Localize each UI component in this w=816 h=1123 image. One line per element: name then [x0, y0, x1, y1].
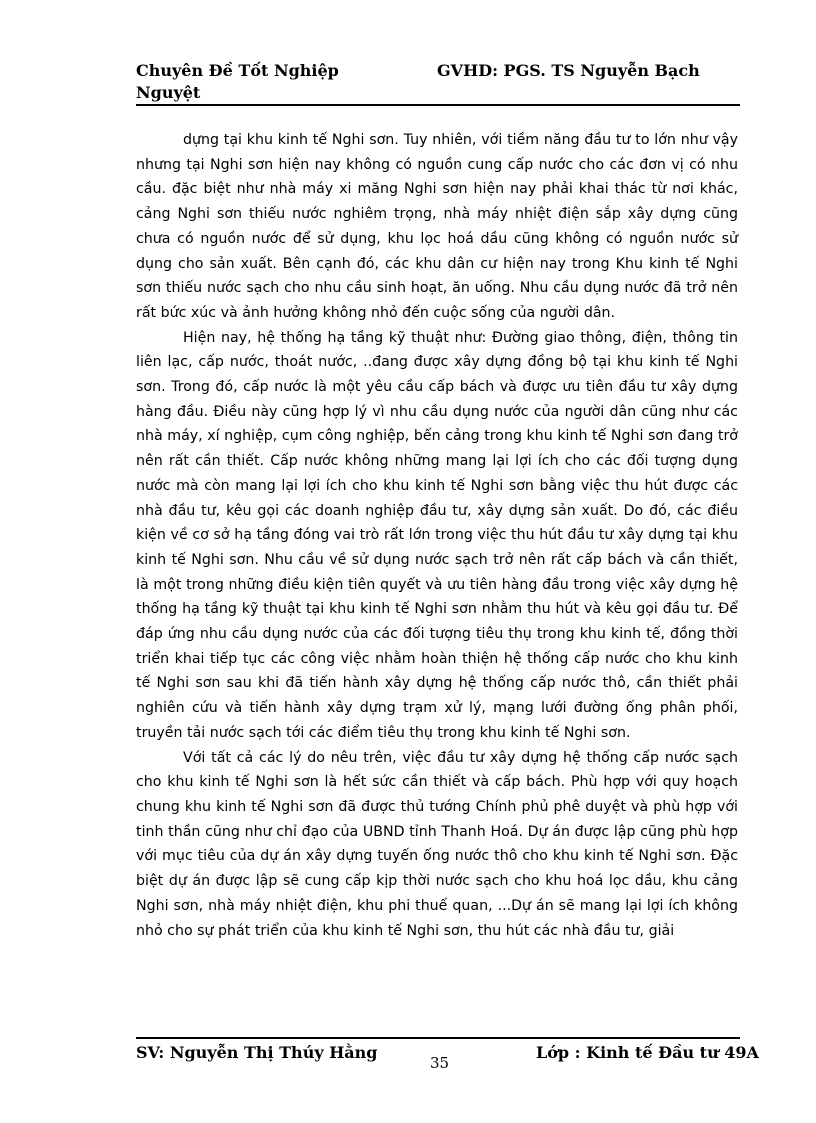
- header-supervisor: GVHD: PGS. TS Nguyễn Bạch: [437, 61, 700, 80]
- paragraph: Với tất cả các lý do nêu trên, việc đầu tư xây dựng hệ thống cấp nước sạch cho khu kinh tế Nghi sơn là hết sức cần thiết và cấp bách. Phù hợp với quy hoạch chung khu kinh tế Nghi sơn đã được thủ tướng Chính phủ phê duyệt và phù hợp với tinh thần cũng như chỉ đạo của UBND tỉnh Thanh Hoá. Dự án được lập cũng phù hợp với mục tiêu của dự án xây dựng tuyến ống nước thô cho khu kinh tế Nghi sơn. Đặc biệt dự án được lập sẽ cung cấp kịp thời nước sạch cho khu hoá lọc dầu, khu cảng Nghi sơn, nhà máy nhiệt điện, khu phi thuế quan, ...Dự án sẽ mang lại lợi ích không nhỏ cho sự phát triển của khu kinh tế Nghi sơn, thu hút các nhà đầu tư, giải: [136, 749, 738, 939]
- footer-class: Lớp : Kinh tế Đầu tư 49A: [536, 1043, 759, 1062]
- paragraph: dựng tại khu kinh tế Nghi sơn. Tuy nhiên, với tiềm năng đầu tư to lớn như vậy nhưng tại Nghi sơn hiện nay không có nguồn cung cấp nước cho các đơn vị có nhu cầu. đặc biệt như nhà máy xi măng Nghi sơn hiện nay phải khai thác từ nơi khác, cảng Nghi sơn thiếu nước nghiêm trọng, nhà máy nhiệt điện sắp xây dựng cũng chưa có nguồn nước để sử dụng, khu lọc hoá dầu cũng không có nguồn nước sử dụng cho sản xuất. Bên cạnh đó, các khu dân cư hiện nay trong Khu kinh tế Nghi sơn thiếu nước sạch cho nhu cầu sinh hoạt, ăn uống. Nhu cầu dụng nước đã trở nên rất bức xúc và ảnh hưởng không nhỏ đến cuộc sống của người dân.: [136, 132, 738, 321]
- header-title: [136, 60, 339, 104]
- header-title-line2: Nguyệt: [136, 83, 201, 102]
- footer-student: SV: Nguyễn Thị Thúy Hằng: [136, 1043, 378, 1062]
- page-number: 35: [430, 1054, 450, 1072]
- body-text: [136, 128, 738, 943]
- header-title-line1: Chuyên Đề Tốt Nghiệp: [136, 61, 339, 80]
- paragraph: Hiện nay, hệ thống hạ tầng kỹ thuật như: Đường giao thông, điện, thông tin liên lạc, cấp nước, thoát nước, ..đang được xây dựng đồng bộ tại khu kinh tế Nghi sơn. Trong đó, cấp nước là một yêu cầu cấp bách và được ưu tiên đầu tư xây dựng hàng đầu. Điều này cũng hợp lý vì nhu cầu dụng nước của người dân cũng như các nhà máy, xí nghiệp, cụm công nghiệp, bến cảng trong khu kinh tế Nghi sơn đang trở nên rất cần thiết. Cấp nước không những mang lại lợi ích cho các đối tượng dụng nước mà còn mang lại lợi ích cho khu kinh tế Nghi sơn bằng việc thu hút được các nhà đầu tư, kêu gọi các doanh nghiệp đầu tư, xây dựng sản xuất. Do đó, các điều kiện về cơ sở hạ tầng đóng vai trò rất lớn trong việc thu hút đầu tư xây dựng tại khu kinh tế Nghi sơn. Nhu cầu về sử dụng nước sạch trở nên rất cấp bách và cần thiết, là một trong những điều kiện tiên quyết và ưu tiên hàng đầu trong việc xây dựng hệ thống hạ tầng kỹ thuật tại khu kinh tế Nghi sơn nhằm thu hút và kêu gọi đầu tư. Để đáp ứng nhu cầu dụng nước của các đối tượng tiêu thụ trong khu kinh tế, đồng thời triển khai tiếp tục các công việc nhằm hoàn thiện hệ thống cấp nước cho khu kinh tế Nghi sơn sau khi đã tiến hành xây dựng hệ thống cấp nước thô, cần thiết phải nghiên cứu và tiến hành xây dựng trạm xử lý, mạng lưới đường ống phân phối, truyền tải nước sạch tới các điểm tiêu thụ trong khu kinh tế Nghi sơn.: [136, 329, 738, 741]
- header-rule: [136, 104, 740, 106]
- footer-rule: [136, 1037, 740, 1039]
